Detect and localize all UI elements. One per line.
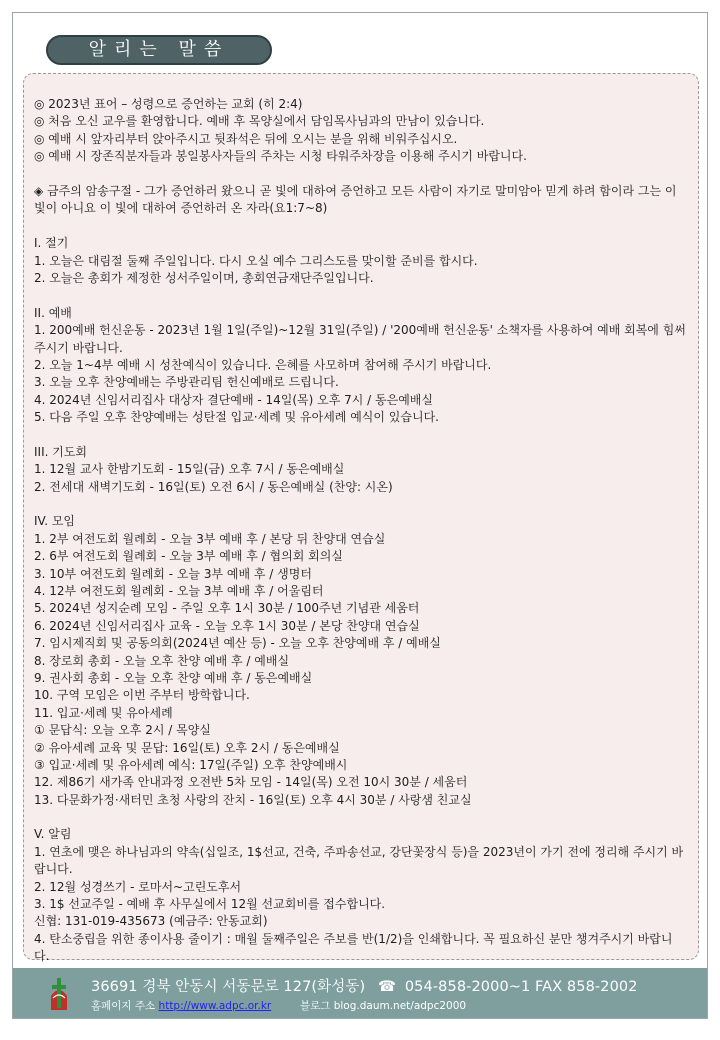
list-item: ① 문답식: 오늘 오후 2시 / 목양실 (34, 723, 211, 738)
section-title-prayer: III. 기도회 (34, 444, 88, 459)
blog-link[interactable]: blog.daum.net/adpc2000 (333, 1000, 467, 1012)
section-worship (34, 357, 686, 427)
list-item: 8. 장로회 총회 - 오늘 오후 찬양 예배 후 / 예배실 (34, 653, 290, 668)
list-item: 1. 오늘은 대림절 둘째 주일입니다. 다시 오실 예수 그리스도를 맞이할 준비를 합시다. (34, 253, 478, 268)
list-item: 3. 10부 여전도회 월례회 - 오늘 3부 예배 후 / 생명터 (34, 566, 312, 581)
list-item: 4. 탄소중립을 위한 종이사용 줄이기 : 매월 둘째주일은 주보를 반(1/2)을 인쇄합니다. 꼭 필요하신 분만 챙겨주시기 바랍니다. (34, 931, 673, 964)
phone-icon: ☎ (377, 979, 397, 995)
list-item: 5. 2024년 성지순례 모임 - 주일 오후 1시 30분 / 100주년 기념관 세움터 (34, 601, 420, 616)
blog-label: 블로그 (299, 1000, 331, 1012)
homepage-label: 홈페이지 주소 (91, 1000, 156, 1012)
footer (13, 968, 707, 1018)
list-item: 2. 12월 성경쓰기 - 로마서~고린도후서 (34, 879, 242, 894)
list-item: 1. 12월 교사 한밤기도회 - 15일(금) 오후 7시 / 동은예배실 (34, 462, 345, 477)
section-title-meetings: IV. 모임 (34, 514, 76, 529)
page-title: 알리는 말씀 (46, 35, 272, 65)
list-item: 1. 연초에 맺은 하나님과의 약속(십일조, 1$선교, 건축, 주파송선교, 강단꽃장식 등)을 2023년이 가기 전에 정리해 주시기 바랍니다. (34, 844, 684, 877)
list-item: 11. 입교·세례 및 유아세례 (34, 705, 173, 720)
church-cross-logo (49, 976, 69, 1010)
section-meetings (34, 531, 686, 809)
list-item: 2. 6부 여전도회 월례회 - 오늘 3부 예배 후 / 협의회 회의실 (34, 549, 343, 564)
list-item: ② 유아세례 교육 및 문답: 16일(토) 오후 2시 / 동은예배실 (34, 740, 340, 755)
list-item: 1. 2부 여전도회 월례회 - 오늘 3부 예배 후 / 본당 뒤 찬양대 연습실 (34, 531, 386, 546)
section-prayer (34, 461, 686, 496)
section-title-announcements: V. 알림 (34, 827, 72, 842)
list-item: 10. 구역 모임은 이번 주부터 방학합니다. (34, 688, 250, 703)
list-item: ◎ 2023년 표어 – 성령으로 증언하는 교회 (히 2:4) (34, 97, 303, 111)
list-item: 13. 다문화가정·새터민 초청 사랑의 잔치 - 16일(토) 오후 4시 30분 / 사랑샘 친교실 (34, 792, 472, 807)
list-item: 6. 2024년 신임서리집사 교육 - 오늘 오후 1시 30분 / 본당 찬양대 연습실 (34, 618, 420, 633)
list-item: ③ 입교·세례 및 유아세례 예식: 17일(주일) 오후 찬양예배시 (34, 757, 348, 772)
homepage-link[interactable]: http://www.adpc.or.kr (158, 1000, 272, 1012)
list-item: 2. 전세대 새벽기도회 - 16일(토) 오전 6시 / 동은예배실 (찬양: 시온) (34, 479, 393, 494)
list-item: 2. 오늘은 총회가 제정한 성서주일이며, 총회연금재단주일입니다. (34, 270, 374, 285)
address: 36691 경북 안동시 서동문로 127(화성동) (91, 979, 366, 995)
section-title-worship: II. 예배 (34, 305, 72, 320)
list-item: ◎ 예배 시 앞자리부터 앉아주시고 뒷좌석은 뒤에 오시는 분을 위해 비워주십시오. (34, 131, 458, 146)
list-item: 3. 오늘 오후 찬양예배는 주방관리팀 헌신예배로 드립니다. (34, 375, 339, 390)
section-seasons (34, 253, 686, 288)
list-item: 5. 다음 주일 오후 찬양예배는 성탄절 입교·세례 및 유아세례 예식이 있습니다. (34, 410, 439, 425)
list-item: 12. 제86기 새가족 안내과정 오전반 5차 모임 - 14일(목) 오전 10시 30분 / 세움터 (34, 775, 468, 790)
section-title-seasons: I. 절기 (34, 236, 69, 251)
phone-number: 054-858-2000~1 FAX 858-2002 (404, 979, 638, 995)
list-item: 1. 200예배 헌신운동 - 2023년 1월 1일(주일)~12월 31일(주일) / '200예배 헌신운동' 소책자를 사용하여 예배 회복에 힘써 주시기 바랍니다. (34, 323, 686, 355)
list-item: ◎ 예배 시 장존직분자들과 봉일봉사자들의 주차는 시청 타워주차장을 이용해 주시기 바랍니다. (34, 149, 527, 164)
list-item: 3. 1$ 선교주일 - 예배 후 사무실에서 12월 선교회비를 접수합니다. (34, 897, 386, 912)
list-item: 4. 2024년 신임서리집사 대상자 결단예배 - 14일(목) 오후 7시 / 동은예배실 (34, 392, 433, 407)
list-item: 9. 권사회 총회 - 오늘 오후 찬양 예배 후 / 동은예배실 (34, 670, 313, 685)
list-item: 4. 12부 여전도회 월례회 - 오늘 3부 예배 후 / 어울림터 (34, 584, 324, 598)
section-announcements (34, 879, 686, 931)
notice-content (34, 96, 686, 966)
list-item: 신협: 131-019-435673 (예금주: 안동교회) (34, 914, 268, 929)
footer-contact (91, 975, 638, 996)
list-item: 2. 오늘 1~4부 예배 시 성찬예식이 있습니다. 은혜를 사모하며 참여해 주시기 바랍니다. (34, 357, 492, 372)
list-item: 7. 임시제직회 및 공동의회(2024년 예산 등) - 오늘 오후 찬양예배 후 / 예배실 (34, 636, 441, 651)
intro-section (34, 96, 686, 166)
memory-verse: ◈ 금주의 암송구절 - 그가 증언하러 왔으니 곧 빛에 대하여 증언하고 모든 사람이 자기로 말미암아 믿게 하려 함이라 그는 이 빛이 아니요 이 빛에 대하여 증언하러 온 자라(요1:7~8) (34, 183, 677, 216)
list-item: ◎ 처음 오신 교우를 환영합니다. 예배 후 목양실에서 담임목사님과의 만남이 있습니다. (34, 114, 485, 129)
footer-links (91, 998, 466, 1013)
